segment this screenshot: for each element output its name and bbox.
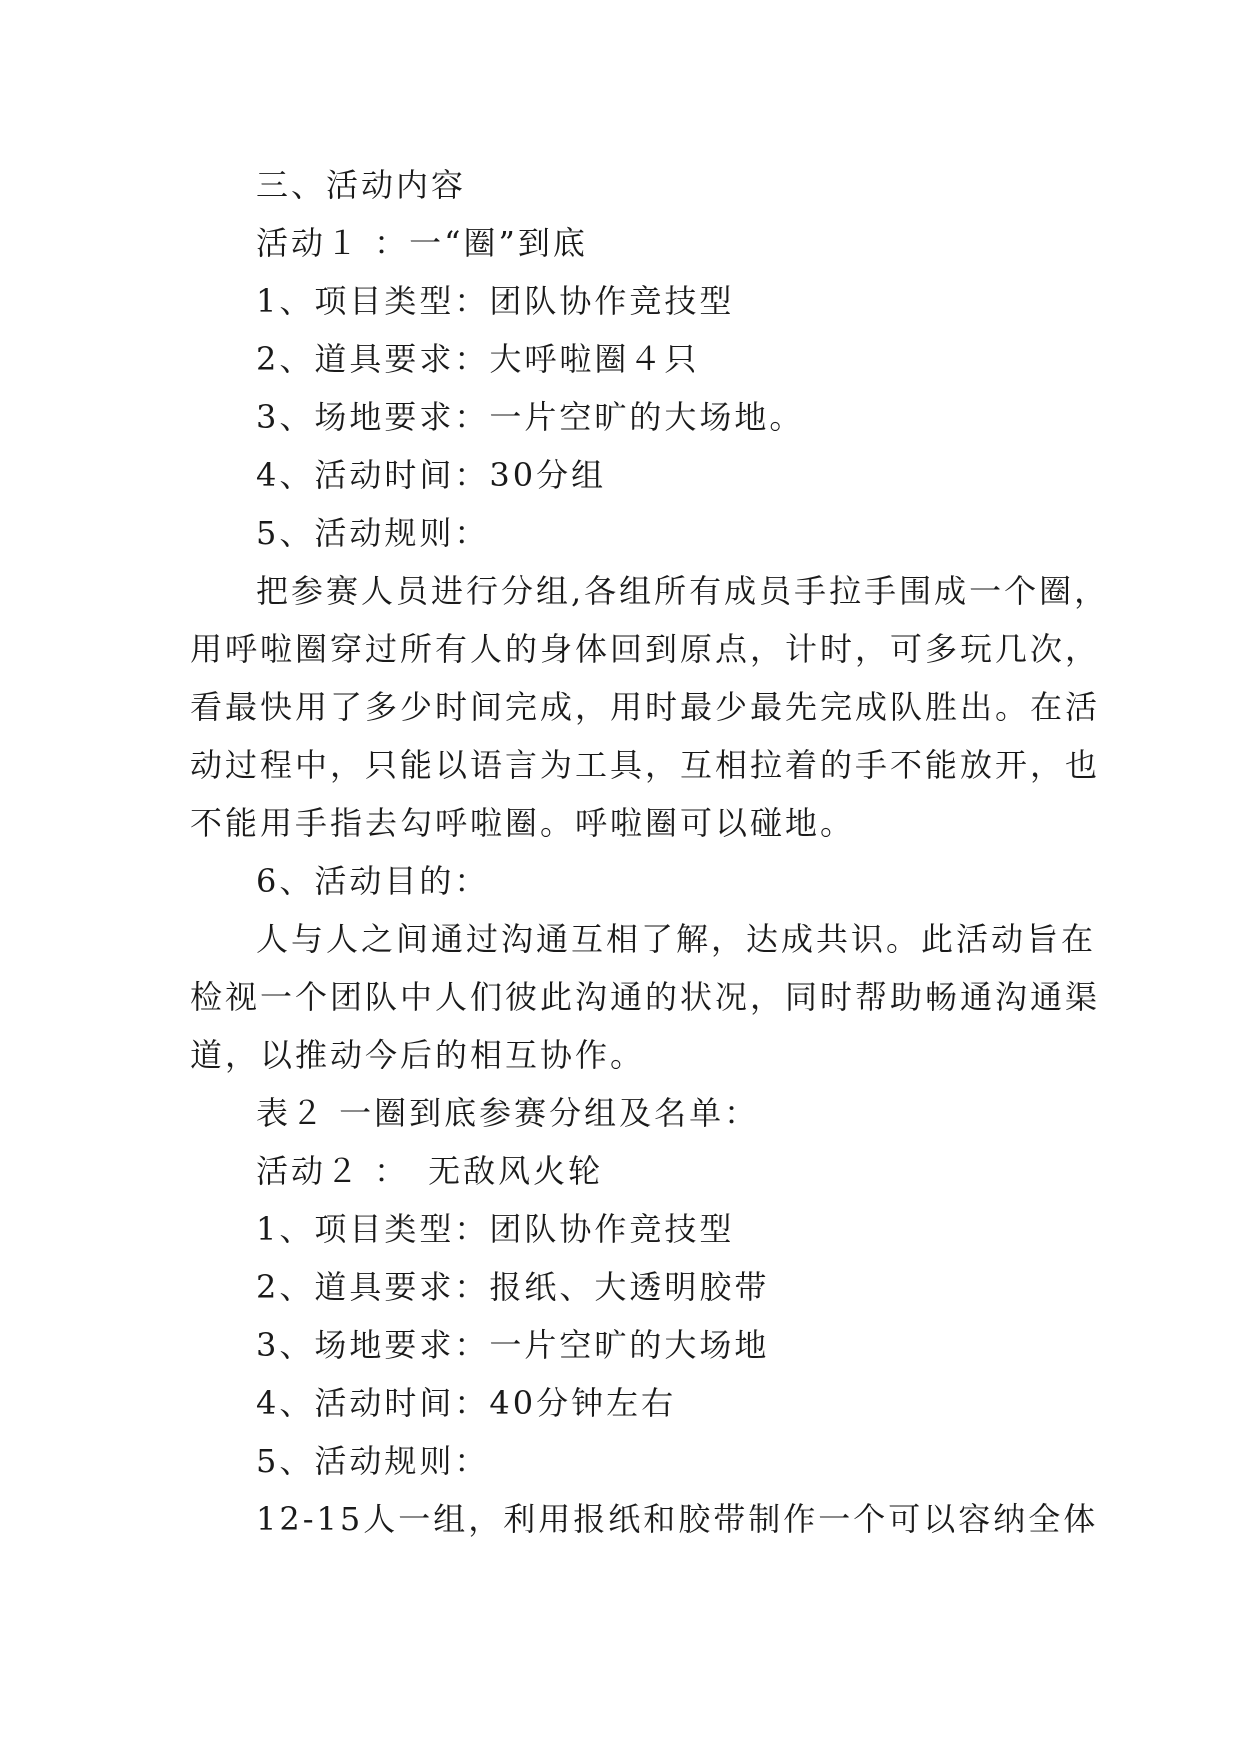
paragraph-line: 动过程中，只能以语言为工具，互相拉着的手不能放开，也 bbox=[190, 746, 1101, 784]
paragraph-line: 2、道具要求：报纸、大透明胶带 bbox=[256, 1268, 770, 1306]
paragraph-line: 5、活动规则： bbox=[256, 1442, 490, 1480]
paragraph-line: 6、活动目的： bbox=[256, 862, 490, 900]
paragraph-line: 3、场地要求：一片空旷的大场地。 bbox=[256, 398, 805, 436]
paragraph-line: 4、活动时间：40分钟左右 bbox=[256, 1384, 677, 1422]
paragraph-line: 检视一个团队中人们彼此沟通的状况，同时帮助畅通沟通渠 bbox=[190, 978, 1101, 1016]
paragraph-line: 1、项目类型：团队协作竞技型 bbox=[256, 1210, 735, 1248]
paragraph-line: 3、场地要求：一片空旷的大场地 bbox=[256, 1326, 770, 1364]
paragraph-line: 1、项目类型：团队协作竞技型 bbox=[256, 282, 735, 320]
paragraph-line: 道，以推动今后的相互协作。 bbox=[190, 1036, 646, 1074]
activity-1-title: 活动１ ：一“圈”到底 bbox=[256, 224, 588, 262]
paragraph-line: 4、活动时间：30分组 bbox=[256, 456, 607, 494]
activity-2-title: 活动２ ： 无敌风火轮 bbox=[256, 1152, 604, 1190]
paragraph-line: 用呼啦圈穿过所有人的身体回到原点，计时，可多玩几次， bbox=[190, 630, 1101, 668]
paragraph-line: 人与人之间通过沟通互相了解，达成共识。此活动旨在 bbox=[256, 920, 1097, 958]
section-heading: 三、活动内容 bbox=[256, 166, 467, 204]
paragraph-line: 5、活动规则： bbox=[256, 514, 490, 552]
table-caption: 表２ 一圈到底参赛分组及名单： bbox=[256, 1094, 760, 1132]
paragraph-line: 看最快用了多少时间完成，用时最少最先完成队胜出。在活 bbox=[190, 688, 1101, 726]
paragraph-line: 不能用手指去勾呼啦圈。呼啦圈可以碰地。 bbox=[190, 804, 856, 842]
paragraph-line: 把参赛人员进行分组,各组所有成员手拉手围成一个圈， bbox=[256, 572, 1110, 610]
paragraph-line: 12-15人一组，利用报纸和胶带制作一个可以容纳全体 bbox=[256, 1500, 1099, 1538]
paragraph-line: 2、道具要求：大呼啦圈４只 bbox=[256, 340, 700, 378]
